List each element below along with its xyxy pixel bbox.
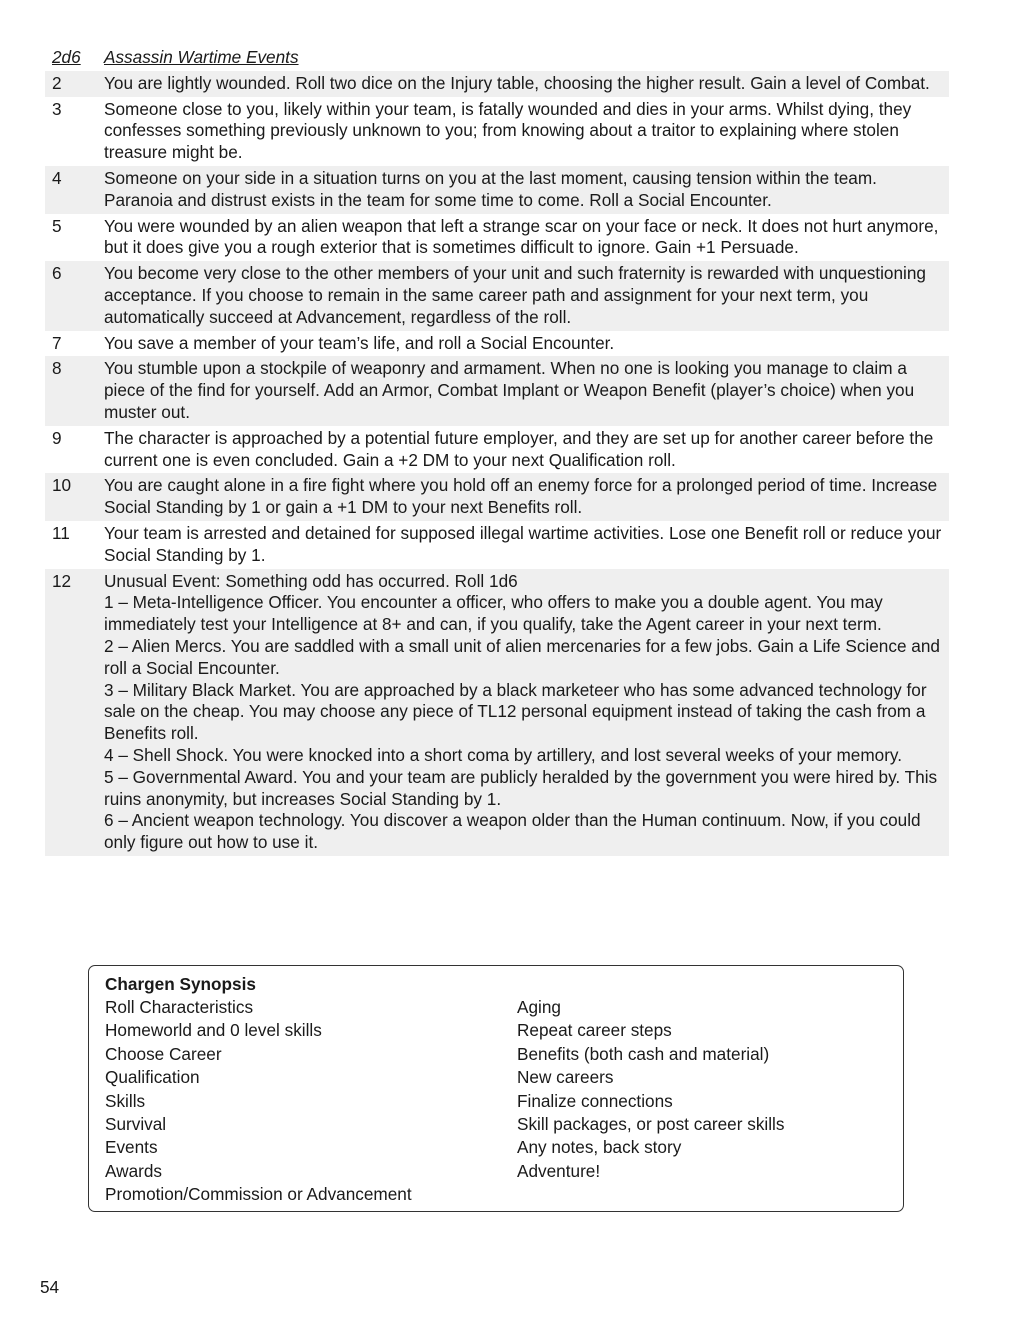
- event-cell: Your team is arrested and detained for supposed illegal wartime activities. Lose one Benefit roll or reduce your Social Standing by 1.: [104, 522, 942, 565]
- roll-cell: 7: [52, 332, 62, 353]
- page-number: 54: [40, 1277, 60, 1297]
- table-row: [45, 166, 949, 214]
- unusual-event-option: 1 – Meta-Intelligence Officer. You encounter a officer, who offers to make you a double agent. You may immediately test your Intelligence at 8+ and can, if you qualify, take the Agent career in your next term.: [104, 592, 883, 635]
- roll-cell: 10: [45, 473, 104, 521]
- roll-cell: 4: [45, 166, 104, 214]
- roll-cell: 5: [52, 215, 62, 236]
- chargen-synopsis-box: [88, 965, 904, 1212]
- table-row-unusual-event: [45, 569, 949, 856]
- roll-cell: 3: [52, 98, 62, 119]
- header-roll: 2d6: [52, 47, 81, 67]
- event-cell: You are caught alone in a fire fight where you hold off an enemy force for a prolonged period of time. Increase Social Standing by 1 or gain a +1 DM to your next Benefits roll.: [104, 473, 949, 521]
- table-row: [45, 97, 949, 166]
- synopsis-step: Promotion/Commission or Advancement: [105, 1184, 412, 1205]
- unusual-event-option: 2 – Alien Mercs. You are saddled with a small unit of alien mercenaries for a few jobs. Gain a Life Science and roll a Social Encounter.: [104, 635, 940, 678]
- table-row: [45, 71, 949, 97]
- event-cell: The character is approached by a potential future employer, and they are set up for another career before the current one is even concluded. Gain a +2 DM to your next Qualification roll.: [104, 427, 934, 470]
- synopsis-left-column: [105, 996, 412, 1207]
- synopsis-right-column: [517, 996, 784, 1183]
- synopsis-step: Skills: [105, 1090, 146, 1111]
- synopsis-step: Events: [105, 1137, 158, 1158]
- synopsis-step: Roll Characteristics: [105, 997, 254, 1017]
- roll-cell: 6: [45, 261, 104, 330]
- event-cell: You save a member of your team’s life, and roll a Social Encounter.: [104, 332, 615, 353]
- synopsis-step: Aging: [517, 997, 561, 1017]
- synopsis-step: Finalize connections: [517, 1090, 673, 1111]
- synopsis-step: Any notes, back story: [517, 1137, 682, 1158]
- synopsis-step: Skill packages, or post career skills: [517, 1114, 785, 1135]
- table-row: [45, 426, 949, 474]
- roll-cell: 2: [45, 71, 104, 97]
- unusual-event-option: 4 – Shell Shock. You were knocked into a short coma by artillery, and lost several weeks of your memory.: [104, 744, 903, 765]
- roll-cell: 12: [45, 569, 104, 856]
- unusual-event-option: 3 – Military Black Market. You are approached by a black marketeer who has some advanced technology for sale on the cheap. You may choose any piece of TL12 personal equipment instead of taking the cash from a Benefits roll.: [104, 679, 927, 744]
- event-cell: You become very close to the other members of your unit and such fraternity is rewarded with unquestioning acceptance. If you choose to remain in the same career path and assignment for your next term, you automatically succeed at Advancement, regardless of the roll.: [104, 261, 949, 330]
- event-cell: Someone close to you, likely within your team, is fatally wounded and dies in your arms. Whilst dying, they confesses something previously unknown to you; from knowing about a traitor to explaining where stolen treasure might be.: [104, 98, 912, 163]
- unusual-event-intro: Unusual Event: Something odd has occurred. Roll 1d6: [104, 570, 518, 591]
- synopsis-step: New careers: [517, 1067, 614, 1088]
- unusual-event-option: 5 – Governmental Award. You and your team are publicly heralded by the government you were hired by. This ruins anonymity, but increases Social Standing by 1.: [104, 766, 938, 809]
- table-row: [45, 356, 949, 425]
- synopsis-step: Homeworld and 0 level skills: [105, 1020, 322, 1041]
- event-cell: You are lightly wounded. Roll two dice on the Injury table, choosing the higher result. Gain a level of Combat.: [104, 71, 949, 97]
- table-row: [45, 261, 949, 330]
- synopsis-step: Benefits (both cash and material): [517, 1043, 770, 1064]
- table-header-row: [45, 47, 949, 71]
- event-cell: You were wounded by an alien weapon that left a strange scar on your face or neck. It does not hurt anymore, but it does give you a rough exterior that is sometimes difficult to ignore. Gain +1 Persuade.: [104, 215, 939, 258]
- events-table: [45, 47, 949, 856]
- synopsis-title: Chargen Synopsis: [105, 974, 256, 994]
- table-row: [45, 473, 949, 521]
- roll-cell: 11: [52, 522, 70, 543]
- synopsis-step: Repeat career steps: [517, 1020, 672, 1041]
- synopsis-step: Choose Career: [105, 1043, 222, 1064]
- synopsis-step: Survival: [105, 1114, 167, 1135]
- table-row: [45, 214, 949, 262]
- table-row: [45, 331, 949, 357]
- table-row: [45, 521, 949, 569]
- event-cell: Someone on your side in a situation turns on you at the last moment, causing tension within the team. Paranoia and distrust exists in the team for some time to come. Roll a Social Encounter.: [104, 166, 949, 214]
- header-title: Assassin Wartime Events: [104, 47, 299, 67]
- synopsis-step: Awards: [105, 1160, 163, 1181]
- roll-cell: 8: [45, 356, 104, 425]
- roll-cell: 9: [52, 427, 62, 448]
- synopsis-step: Qualification: [105, 1067, 200, 1088]
- unusual-event-option: 6 – Ancient weapon technology. You discover a weapon older than the Human continuum. Now, if you could only figure out how to use it.: [104, 810, 921, 853]
- event-cell: You stumble upon a stockpile of weaponry and armament. When no one is looking you manage to claim a piece of the find for yourself. Add an Armor, Combat Implant or Weapon Benefit (player’s choice) when you muster out.: [104, 356, 949, 425]
- event-cell: [104, 569, 949, 856]
- synopsis-step: Adventure!: [517, 1160, 601, 1181]
